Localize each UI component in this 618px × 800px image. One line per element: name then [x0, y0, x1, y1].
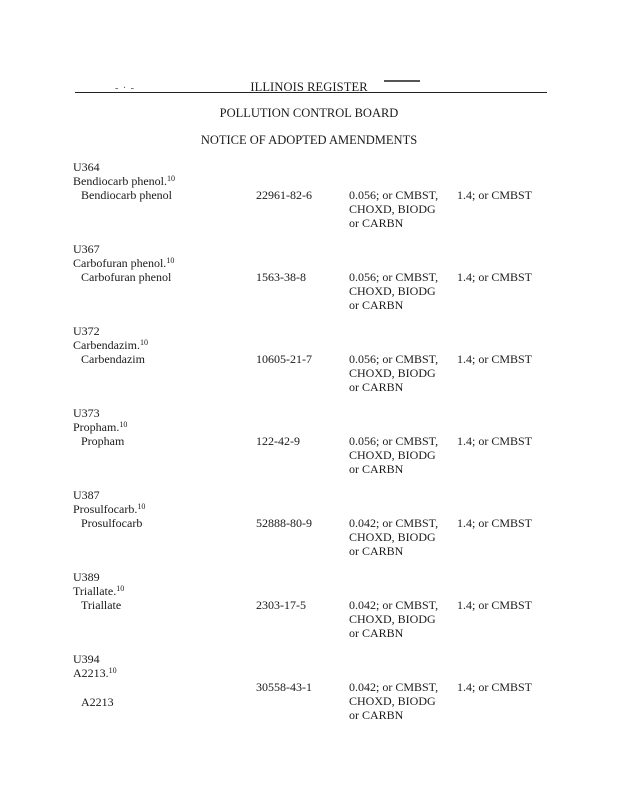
waste-description: Carbofuran phenol.$^{10}$ — [73, 256, 175, 270]
header-mark-right — [384, 80, 420, 82]
entry-u389 — [73, 570, 553, 650]
waste-code: U364 — [73, 160, 100, 174]
constituent-name: A2213 — [81, 695, 114, 709]
footnote-ref: 10 — [137, 502, 146, 511]
footnote-ref: 10 — [119, 420, 128, 429]
cas-number: 52888-80-9 — [256, 516, 312, 530]
footnote-ref: 10 — [116, 584, 125, 593]
cas-number: 22961-82-6 — [256, 188, 312, 202]
cas-number: 30558-43-1 — [256, 680, 312, 694]
waste-code: U389 — [73, 570, 100, 584]
header-mark-left: - · - — [115, 83, 135, 94]
wastewater-standard: 0.042; or CMBST, CHOXD, BIODG or CARBN — [349, 680, 439, 722]
wastewater-standard: 0.056; or CMBST, CHOXD, BIODG or CARBN — [349, 188, 439, 230]
entry-u394 — [73, 652, 553, 732]
entry-u367 — [73, 242, 553, 322]
waste-description: Prosulfocarb.$^{10}$ — [73, 502, 146, 516]
nonwastewater-standard: 1.4; or CMBST — [457, 270, 533, 284]
waste-description: Propham.$^{10}$ — [73, 420, 128, 434]
waste-description: Carbendazim.$^{10}$ — [73, 338, 148, 352]
constituent-name: Propham — [81, 434, 125, 448]
waste-description: Triallate.$^{10}$ — [73, 584, 125, 598]
waste-code: U394 — [73, 652, 100, 666]
header-rule — [75, 92, 547, 93]
waste-description: Bendiocarb phenol.$^{10}$ — [73, 174, 175, 188]
wastewater-standard: 0.056; or CMBST, CHOXD, BIODG or CARBN — [349, 434, 439, 476]
footnote-ref: 10 — [139, 338, 148, 347]
waste-description: A2213.10 — [73, 666, 117, 680]
constituent-name: Carbendazim — [81, 352, 145, 366]
footnote-ref: 10 — [166, 174, 175, 183]
wastewater-standard: 0.042; or CMBST, CHOXD, BIODG or CARBN — [349, 598, 439, 640]
entry-u364 — [73, 160, 553, 240]
notice-title: NOTICE OF ADOPTED AMENDMENTS — [200, 133, 418, 147]
waste-code: U373 — [73, 406, 100, 420]
entry-u387 — [73, 488, 553, 568]
wastewater-standard: 0.056; or CMBST, CHOXD, BIODG or CARBN — [349, 270, 439, 312]
footnote-ref: 10 — [166, 256, 175, 265]
cas-number: 10605-21-7 — [256, 352, 312, 366]
entry-u373 — [73, 406, 553, 486]
nonwastewater-standard: 1.4; or CMBST — [457, 680, 533, 694]
board-name: POLLUTION CONTROL BOARD — [219, 106, 399, 120]
waste-code: U372 — [73, 324, 100, 338]
wastewater-standard: 0.042; or CMBST, CHOXD, BIODG or CARBN — [349, 516, 439, 558]
waste-code: U387 — [73, 488, 100, 502]
footnote-ref: 10 — [108, 666, 117, 675]
waste-code: U367 — [73, 242, 100, 256]
constituent-name: Carbofuran phenol — [81, 270, 172, 284]
cas-number: 1563-38-8 — [256, 270, 306, 284]
constituent-name: Bendiocarb phenol — [81, 188, 172, 202]
constituent-name: Triallate — [81, 598, 122, 612]
nonwastewater-standard: 1.4; or CMBST — [457, 598, 533, 612]
nonwastewater-standard: 1.4; or CMBST — [457, 516, 533, 530]
cas-number: 122-42-9 — [256, 434, 300, 448]
entry-u372 — [73, 324, 553, 404]
nonwastewater-standard: 1.4; or CMBST — [457, 434, 533, 448]
header-title: ILLINOIS REGISTER — [250, 80, 368, 94]
nonwastewater-standard: 1.4; or CMBST — [457, 188, 533, 202]
constituent-name: Prosulfocarb — [81, 516, 143, 530]
wastewater-standard: 0.056; or CMBST, CHOXD, BIODG or CARBN — [349, 352, 439, 394]
nonwastewater-standard: 1.4; or CMBST — [457, 352, 533, 366]
cas-number: 2303-17-5 — [256, 598, 306, 612]
